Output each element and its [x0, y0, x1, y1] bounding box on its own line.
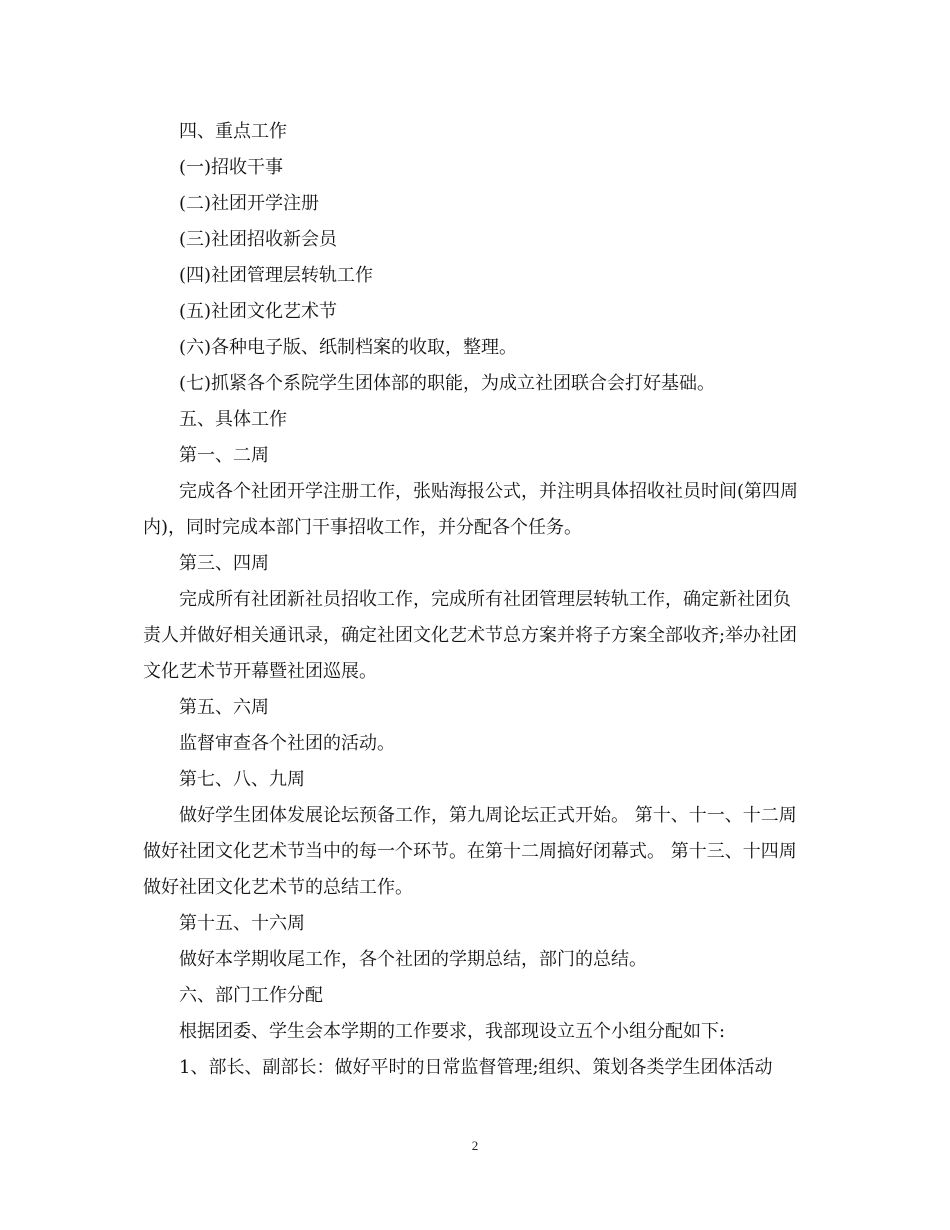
body-paragraph: 1、部长、副部长：做好平时的日常监督管理;组织、策划各类学生团体活动: [179, 1057, 773, 1078]
body-paragraph: 做好学生团体发展论坛预备工作，第九周论坛正式开始。 第十、十一、十二周 做好社团文化艺术节当中的每一个环节。在第十二周搞好闭幕式。 第十三、十四周 做好社团文化艺术节的总结工作。: [143, 805, 797, 898]
list-item: (五)社团文化艺术节: [179, 301, 338, 322]
week-heading: 第一、二周: [179, 445, 269, 466]
list-item: (四)社团管理层转轨工作: [179, 265, 374, 286]
body-paragraph: 完成所有社团新社员招收工作，完成所有社团管理层转轨工作，确定新社团负责人并做好相关通讯录，确定社团文化艺术节总方案并将子方案全部收齐;举办社团文化艺术节开幕暨社团巡展。: [143, 589, 798, 682]
week-heading: 第五、六周: [179, 697, 269, 718]
section-heading-key-work: 四、重点工作: [179, 121, 287, 142]
list-item: (一)招收干事: [179, 157, 284, 178]
week-heading: 第十五、十六周: [179, 913, 305, 934]
week-heading: 第七、八、九周: [179, 769, 305, 790]
page-number: 2: [471, 1138, 479, 1153]
section-heading-work-assignment: 六、部门工作分配: [179, 985, 323, 1006]
body-paragraph: 做好本学期收尾工作，各个社团的学期总结，部门的总结。: [179, 949, 647, 970]
list-item: (六)各种电子版、纸制档案的收取，整理。: [179, 337, 518, 358]
section-heading-specific-work: 五、具体工作: [179, 409, 287, 430]
week-heading: 第三、四周: [179, 553, 269, 574]
document-body: [143, 114, 807, 1086]
list-item: (三)社团招收新会员: [179, 229, 338, 250]
body-paragraph: 根据团委、学生会本学期的工作要求，我部现设立五个小组分配如下:: [179, 1021, 726, 1042]
list-item: (二)社团开学注册: [179, 193, 320, 214]
list-item: (七)抓紧各个系院学生团体部的职能，为成立社团联合会打好基础。: [179, 373, 716, 394]
body-paragraph: 完成各个社团开学注册工作，张贴海报公式，并注明具体招收社员时间(第四周内)，同时完成本部门干事招收工作，并分配各个任务。: [143, 481, 799, 538]
body-paragraph: 监督审查各个社团的活动。: [179, 733, 395, 754]
